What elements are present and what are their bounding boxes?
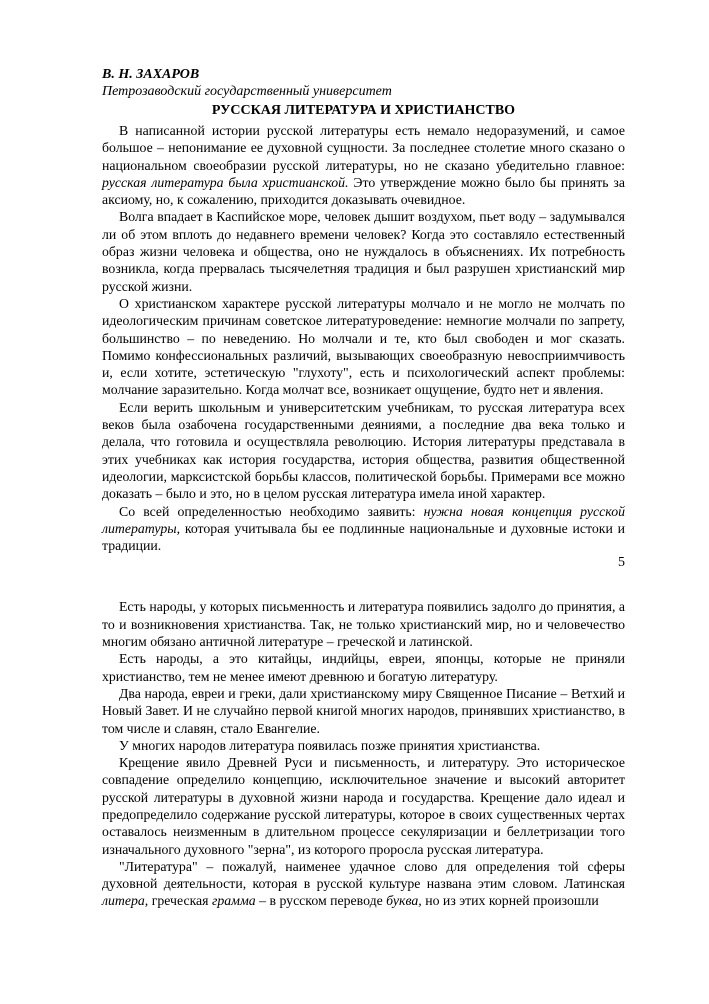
paragraph: Крещение явило Древней Руси и письменность, и литературу. Это историческое совпадение определило концепцию, исключительное значение и высокий авторитет русской литературы в духовной жизни народа и государства. Крещение дало идеал и предопределило содержание русской литературы, которое в своих существенных чертах оставалось неизменным в длительном процессе секуляризации и беллетризации того изначального духовного "зерна", из которого проросла русская литература. <box>102 755 625 857</box>
page-number: 5 <box>618 555 625 571</box>
paragraph: Есть народы, у которых письменность и литература появились задолго до принятия, а то и возникновения христианства. Так, не только христианский мир, но и человечество многим обязано античной литературе – греческой и латинской. <box>102 599 625 650</box>
author-name: В. Н. ЗАХАРОВ <box>102 67 200 82</box>
section-2 <box>102 598 625 909</box>
emphasis-text: грамма <box>211 893 256 909</box>
paragraph-text: которая учитывала бы ее подлинные национальные и духовные истоки и традиции. <box>102 520 625 554</box>
paragraph: О христианском характере русской литературы молчало и не могло не молчать по идеологическим причинам советское литературоведение: немногие молчали по запрету, большинство – по неведению. Но молчали и те, кто был свободен и мог сказать. Помимо конфессиональных различий, вызывающих своеобразную невосприимчивость и, если хотите, эстетическую "глухоту", есть и психологический аспект проблемы: молчание заразительно. Когда молчат все, возникает ощущение, будто нет и явления. <box>102 295 625 398</box>
emphasis-text: нужна новая концепция русской литературы, <box>102 503 625 536</box>
paragraph: Два народа, евреи и греки, дали христианскому миру Священное Писание – Ветхий и Новый Завет. И не случайно первой книгой многих народов, принявших христианство, в том числе и славян, стало Евангелие. <box>102 685 625 736</box>
paragraph <box>102 858 625 910</box>
paragraph: У многих народов литература появилась позже принятия христианства. <box>119 737 541 753</box>
paragraph-text: Со всей определенностью необходимо заявить: <box>119 503 424 519</box>
paragraph: Есть народы, а это китайцы, индийцы, евреи, японцы, которые не приняли христианство, тем не менее имеют древнюю и богатую литературу. <box>102 651 625 684</box>
author-affiliation: Петрозаводский государственный университет <box>102 84 392 99</box>
paragraph-text: но из этих корней произошли <box>421 893 599 909</box>
paragraph <box>102 122 625 208</box>
paragraph: Если верить школьным и университетским учебникам, то русская литература всех веков была озабочена государственными деяниями, а последние два века только и делала, что готовила и осуществляла революцию. История литературы представала в этих учебниках как история государства, история общества, развития общественной идеологии, марксистской борьбы классов, политической борьбы. Примерами все можно доказать – было и это, но в целом русская литература имела иной характер. <box>102 399 625 502</box>
section-1 <box>102 122 625 554</box>
paragraph-text: – в русском переводе <box>255 893 387 909</box>
paragraph-text: Это утверждение можно было бы принять за аксиому, но, к сожалению, приходится доказывать очевидное. <box>102 174 626 208</box>
paragraph <box>102 503 625 555</box>
paragraph-text: "Литература" – пожалуй, наименее удачное слово для определения той сферы духовной деятельности, которая в русской культуре названа этим словом. Латинская <box>102 858 625 892</box>
emphasis-text: русская литература была христианской. <box>102 174 349 190</box>
paragraph-text: В написанной истории русской литературы есть немало недоразумений, и самое большое – непонимание ее духовной сущности. За последнее столетие много сказано о национальном своеобразии русской литературы, но не сказано убедительно главное: <box>102 123 625 173</box>
paragraph: Волга впадает в Каспийское море, человек дышит воздухом, пьет воду – задумывался ли об этом вплоть до недавнего времени человек? Когда это составляло естественный образ жизни человека и общества, оно не нуждалось в объяснениях. Их потребность возникла, когда прервалась тысячелетняя традиция и был разрушен христианский мир русской жизни. <box>102 209 625 294</box>
paragraph-text: греческая <box>148 893 212 909</box>
emphasis-text: литера, <box>102 893 149 909</box>
article-title: РУССКАЯ ЛИТЕРАТУРА И ХРИСТИАНСТВО <box>211 103 516 118</box>
emphasis-text: буква, <box>386 893 422 909</box>
